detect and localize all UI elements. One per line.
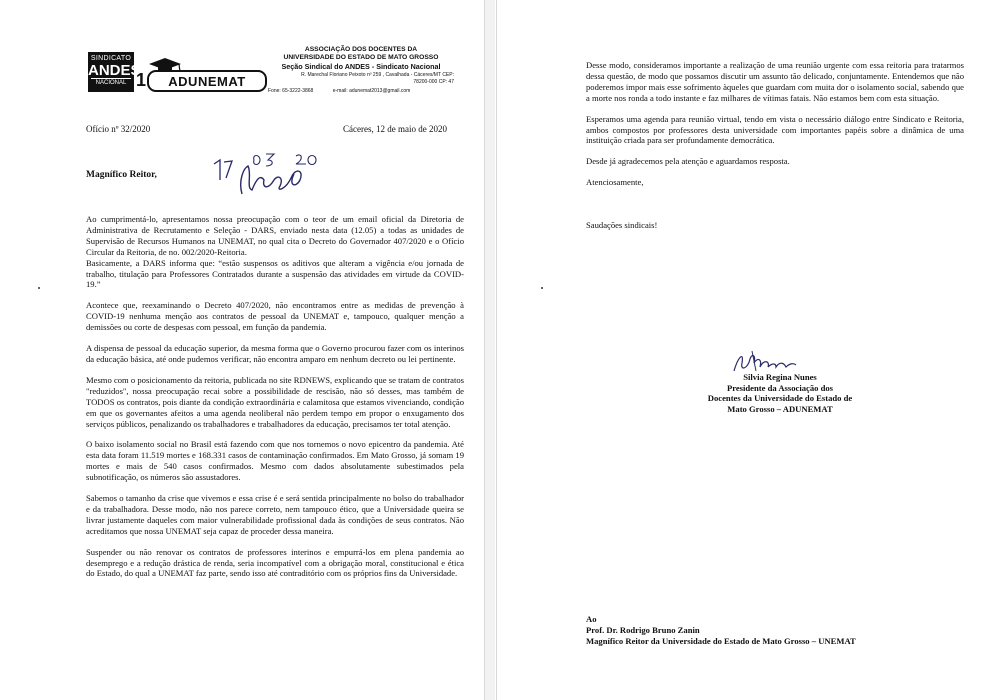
- association-name-line1: ASSOCIAÇÃO DOS DOCENTES DA: [304, 46, 418, 53]
- closing-union: Saudações sindicais!: [586, 220, 658, 231]
- association-contact: [268, 87, 454, 95]
- recipient-name: Prof. Dr. Rodrigo Bruno Zanin: [586, 624, 700, 635]
- letter-date: Cáceres, 12 de maio de 2020: [343, 124, 447, 134]
- paragraph-6: O baixo isolamento social no Brasil está fazendo com que nos tornemos o novo epicentro da pandemia. Até esta data foram 11.519 mortes e 168.331 casos de contaminação confirmados. Em Mato Grosso, já somam 19 mortes e mais de 540 casos confirmados. Mesmo com dados absolutamente subestimados pela subnotificação, os números são assustadores.: [86, 439, 464, 483]
- received-signature-image: [208, 150, 318, 200]
- paragraph-1: Ao cumprimentá-lo, apresentamos nossa preocupação com o teor de um email oficial da Diretoria de Administrativa de Recrutamento e Seleção - DARS, enviado nesta data (12.05) a todas as unidades de Supervisão de Recursos Humanos na UNEMAT, no qual cita o Decreto do Governador 407/2020 e o Ofício Circular da Reitoria, de no. 002/2020-Reitoria.: [86, 214, 464, 257]
- association-section: Seção Sindical do ANDES - Sindicato Nacional: [281, 62, 441, 71]
- association-header: [268, 46, 454, 95]
- paragraph-8: Suspender ou não renovar os contratos de professores interinos e empurrá-los em plena pandemia ao desemprego e a redução drástica de renda, seria incompatível com a obrigação moral, constitucional e ética do Estado, do qual a UNEMAT faz parte, sendo isso até contraditório com os próprios fins da Universidade.: [86, 546, 464, 579]
- letter-number: Ofício nº 32/2020: [86, 124, 151, 134]
- closing-regards: Atenciosamente,: [586, 177, 644, 188]
- signer-title-line1: Presidente da Associação dos: [726, 382, 834, 393]
- recipient-title: Magnífico Reitor da Universidade do Estado de Mato Grosso – UNEMAT: [586, 635, 856, 646]
- paragraph-7: Sabemos o tamanho da crise que vivemos e essa crise é e será sentida principalmente no bolso do trabalhador e da trabalhadora. Desse modo, não nos parece correto, nem tampouco ético, que a Universidade queira se livrar justamente daqueles com maior vulnerabilidade profissional dada às condições de seus contratos. Não acreditamos que nossa UNEMAT seja capaz de proceder dessa maneira.: [86, 493, 464, 536]
- association-email: e-mail: adunemat2013@gmail.com: [332, 88, 411, 94]
- paragraph-3: Acontece que, reexaminando o Decreto 407/2020, não encontramos entre as medidas de prevenção à COVID-19 nenhuma menção aos contratos de pessoal da UNEMAT e, tampouco, qualquer menção a demissões ou corte de despesas com pessoal, em função da pandemia.: [86, 300, 464, 333]
- recipient-block: [586, 614, 856, 647]
- paragraph-2: Basicamente, a DARS informa que: “estão suspensos os aditivos que alteram a vigência e/ou jornada de trabalho, titulação para Professores Contratados durante a suspensão das atividades em virtude da COVID-19.”: [86, 257, 464, 290]
- paragraph-5: Mesmo com o posicionamento da reitoria, publicada no site RDNEWS, explicando que se tratam de contratos "reduzidos", nossa preocupação recai sobre a possibilidade de rescisão, não só desses, mas também de TODOS os contratos, pois diante da condição extraordinária e calamitosa que estamos vivenciando, condição em que os governantes afeitos a uma agenda neoliberal não perdem tempo em propor o enxugamento dos serviços públicos, penalizando os trabalhadores e trabalhadores da educação, precisamos ter total atenção.: [86, 374, 464, 429]
- association-phone: Fone: 65-3222-3868: [268, 88, 314, 94]
- paragraph-9: Desse modo, consideramos importante a realização de uma reunião urgente com essa reitoria para tratarmos dessa questão, de modo que possamos discutir um assunto tão delicado, conjuntamente. Entendemos que não poderemos impor mais esse sofrimento àqueles que guardam com muita dor o isolamento social, sabendo que a morte nos ronda a todo instante e faz milhares de vítimas fatais. Não estamos bem com esta situação.: [586, 60, 964, 103]
- scan-speck: [38, 287, 40, 289]
- association-address-line1: R. Marechal Floriano Peixoto nº 259 , Cavalhada - Cáceres/MT CEP:: [301, 72, 454, 78]
- adunemat-logo: [147, 56, 265, 90]
- signer-title-line2: Docentes da Universidade do Estado de: [707, 393, 853, 403]
- page-gutter: [485, 0, 495, 700]
- recipient-to: Ao: [586, 614, 597, 624]
- letter-body-continued: [586, 60, 964, 241]
- letter-page-1: [0, 0, 485, 700]
- andes-logo-line2: ANDES: [88, 62, 141, 79]
- adunemat-logo-text: ADUNEMAT: [147, 70, 267, 92]
- section-number: 1: [136, 70, 147, 90]
- paragraph-11: Desde já agradecemos pela atenção e aguardamos resposta.: [586, 156, 790, 167]
- letter-body: [86, 214, 464, 589]
- signer-title-line3: Mato Grosso – ADUNEMAT: [727, 403, 833, 414]
- paragraph-10: Esperamos uma agenda para reunião virtual, tendo em vista o necessário diálogo entre Sindicato e Reitoria, ambos compostos por professores desta universidade com importantes papéis sobre a dinâmica de uma instituição criada para ser profundamente democrática.: [586, 113, 964, 146]
- signer-name: Silvia Regina Nunes: [743, 372, 817, 382]
- paragraph-4: A dispensa de pessoal da educação superior, da mesma forma que o Governo procurou fazer com os interinos da educação básica, até onde pudemos verificar, não encontra amparo em nenhum decreto ou lei pertinente.: [86, 343, 464, 364]
- andes-logo: [88, 52, 141, 92]
- andes-logo-line1: SINDICATO: [90, 55, 132, 62]
- salutation: Magnífico Reitor,: [86, 170, 157, 180]
- andes-logo-line3: NACIONAL: [91, 78, 131, 88]
- scan-speck: [541, 287, 543, 289]
- signer-block: [695, 372, 865, 414]
- association-address-line2: 78200-000 CP: 47: [413, 79, 454, 85]
- association-name-line2: UNIVERSIDADE DO ESTADO DE MATO GROSSO: [283, 54, 439, 61]
